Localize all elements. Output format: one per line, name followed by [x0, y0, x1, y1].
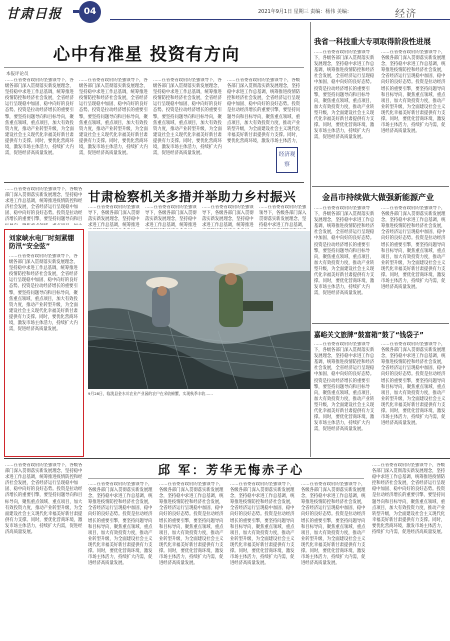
right-article-2-col-2: ……在省委省政府的坚强领导下，各级各部门深入贯彻落实新发展理念，坚持稳中求进工作总基调，统筹推进疫情防控和经济社会发展，全省经济运行呈现稳中加固、稳中向好的良好态势。投资是拉动经济增长的重要引擎，要坚持问题导向和目标导向，聚焦重点领域、重点项目，加大有效投资力度，推动产业转型升级，为全面建设社会主义现代化幸福美好新甘肃提供有力支撑。同时，要优化营商环境，激发市场主体活力，持续扩大内需，促进经济高质量发展。 — [381, 206, 446, 291]
right-headline-3: 嘉峪关文旅牌“鼓富箱”鼓了“钱袋子” — [314, 331, 424, 339]
boxed-article-body: ……在省委省政府的坚强领导下，各级各部门深入贯彻落实新发展理念，坚持稳中求进工作总基调，统筹推进疫情防控和经济社会发展，全省经济运行呈现稳中加固、稳中向好的良好态势。投资是拉动经济增长的重要引擎，要坚持问题导向和目标导向，聚焦重点领域、重点项目，加大有效投资力度，推动产业转型升级，为全面建设社会主义现代化幸福美好新甘肃提供有力支撑。同时，要优化营商环境，激发市场主体活力，持续扩大内需，促进经济高质量发展。 — [9, 254, 78, 333]
right-article-1-col-1: ……在省委省政府的坚强领导下，各级各部门深入贯彻落实新发展理念，坚持稳中求进工作总基调，统筹推进疫情防控和经济社会发展，全省经济运行呈现稳中加固、稳中向好的良好态势。投资是拉动经济增长的重要引擎，要坚持问题导向和目标导向，聚焦重点领域、重点项目，加大有效投资力度，推动产业转型升级，为全面建设社会主义现代化幸福美好新甘肃提供有力支撑。同时，要优化营商环境，激发市场主体活力，持续扩大内需，促进经济高质量发展。 — [314, 50, 375, 141]
main-article-col-3: ……在省委省政府的坚强领导下，各级各部门深入贯彻落实新发展理念，坚持稳中求进工作总基调，统筹推进疫情防控和经济社会发展，全省经济运行呈现稳中加固、稳中向好的良好态势。投资是拉动经济增长的重要引擎，要坚持问题导向和目标导向，聚焦重点领域、重点项目，加大有效投资力度，推动产业转型升级，为全面建设社会主义现代化幸福美好新甘肃提供有力支撑。同时，要优化营商环境，激发市场主体活力，持续扩大内需，促进经济高质量发展。 — [153, 78, 222, 157]
section-label: 经济 — [395, 9, 417, 20]
commentary-badge: 经济观察 — [276, 147, 298, 173]
bottom-article-col-3: ……在省委省政府的坚强领导下，各级各部门深入贯彻落实新发展理念，坚持稳中求进工作总基调，统筹推进疫情防控和经济社会发展，全省经济运行呈现稳中加固、稳中向好的良好态势。投资是拉动经济增长的重要引擎，要坚持问题导向和目标导向，聚焦重点领域、重点项目，加大有效投资力度，推动产业转型升级，为全面建设社会主义现代化幸福美好新甘肃提供有力支撑。同时，要优化营商环境，激发市场主体活力，持续扩大内需，促进经济高质量发展。 — [159, 482, 224, 567]
bottom-article-col-1: ……在省委省政府的坚强领导下，各级各部门深入贯彻落实新发展理念，坚持稳中求进工作总基调，统筹推进疫情防控和经济社会发展，全省经济运行呈现稳中加固、稳中向好的良好态势。投资是拉动经济增长的重要引擎，要坚持问题导向和目标导向，聚焦重点领域、重点项目，加大有效投资力度，推动产业转型升级，为全面建设社会主义现代化幸福美好新甘肃提供有力支撑。同时，要优化营商环境，激发市场主体活力，持续扩大内需，促进经济高质量发展。 — [5, 463, 83, 536]
column-divider — [310, 22, 311, 457]
bottom-article-col-2: ……在省委省政府的坚强领导下，各级各部门深入贯彻落实新发展理念，坚持稳中求进工作总基调，统筹推进疫情防控和经济社会发展，全省经济运行呈现稳中加固、稳中向好的良好态势。投资是拉动经济增长的重要引擎，要坚持问题导向和目标导向，聚焦重点领域、重点项目，加大有效投资力度，推动产业转型升级，为全面建设社会主义现代化幸福美好新甘肃提供有力支撑。同时，要优化营商环境，激发市场主体活力，持续扩大内需，促进经济高质量发展。 — [88, 482, 153, 567]
divider — [4, 182, 304, 183]
right-article-1-col-2: ……在省委省政府的坚强领导下，各级各部门深入贯彻落实新发展理念，坚持稳中求进工作总基调，统筹推进疫情防控和经济社会发展，全省经济运行呈现稳中加固、稳中向好的良好态势。投资是拉动经济增长的重要引擎，要坚持问题导向和目标导向，聚焦重点领域、重点项目，加大有效投资力度，推动产业转型升级，为全面建设社会主义现代化幸福美好新甘肃提供有力支撑。同时，要优化营商环境，激发市场主体活力，持续扩大内需，促进经济高质量发展。 — [381, 50, 446, 135]
issue-info: 2021年9月1日 星期三 责编：杨伟 美编： — [258, 9, 352, 15]
main-headline: 心中有准星 投资有方向 — [53, 45, 240, 65]
right-article-3-col-1: ……在省委省政府的坚强领导下，各级各部门深入贯彻落实新发展理念，坚持稳中求进工作总基调，统筹推进疫情防控和经济社会发展，全省经济运行呈现稳中加固、稳中向好的良好态势。投资是拉动经济增长的重要引擎，要坚持问题导向和目标导向，聚焦重点领域、重点项目，加大有效投资力度，推动产业转型升级，为全面建设社会主义现代化幸福美好新甘肃提供有力支撑。同时，要优化营商环境，激发市场主体活力，持续扩大内需，促进经济高质量发展。 — [314, 342, 375, 433]
middle-article-col-4: ……在省委省政府的坚强领导下，各级各部门深入贯彻落实新发展理念，坚持稳中求进工作总基调， — [259, 205, 307, 229]
crab-harvest-photo — [88, 231, 310, 389]
divider — [312, 323, 449, 324]
middle-article-col-1: ……在省委省政府的坚强领导下，各级各部门深入贯彻落实新发展理念，坚持稳中求进工作总基调，统筹推进 — [88, 205, 140, 229]
bottom-article-col-6: ……在省委省政府的坚强领导下，各级各部门深入贯彻落实新发展理念，坚持稳中求进工作总基调，统筹推进疫情防控和经济社会发展，全省经济运行呈现稳中加固、稳中向好的良好态势。投资是拉动经济增长的重要引擎，要坚持问题导向和目标导向，聚焦重点领域、重点项目，加大有效投资力度，推动产业转型升级，为全面建设社会主义现代化幸福美好新甘肃提供有力支撑。同时，要优化营商环境，激发市场主体活力，持续扩大内需，促进经济高质量发展。 — [372, 463, 446, 536]
divider — [312, 186, 449, 187]
left-text-top: ……在省委省政府的坚强领导下，各级各部门深入贯彻落实新发展理念，坚持稳中求进工作总基调，统筹推进疫情防控和经济社会发展，全省经济运行呈现稳中加固、稳中向好的良好态势。投资是拉动经济增长的重要引擎，要坚持问题导向和目 — [5, 187, 83, 223]
bottom-article-col-5: ……在省委省政府的坚强领导下，各级各部门深入贯彻落实新发展理念，坚持稳中求进工作总基调，统筹推进疫情防控和经济社会发展，全省经济运行呈现稳中加固、稳中向好的良好态势。投资是拉动经济增长的重要引擎，要坚持问题导向和目标导向，聚焦重点领域、重点项目，加大有效投资力度，推动产业转型升级，为全面建设社会主义现代化幸福美好新甘肃提供有力支撑。同时，要优化营商环境，激发市场主体活力，持续扩大内需，促进经济高质量发展。 — [301, 482, 366, 567]
right-headline-2: 金昌市持续做大做强新能源产业 — [322, 193, 434, 202]
middle-article-col-2: ……在省委省政府的坚强领导下，各级各部门深入贯彻落实新发展理念，坚持稳中求进工作总基调，统筹推进 — [145, 205, 197, 229]
newspaper-logo: 甘肃日报 — [6, 7, 63, 22]
main-byline: 本报评论员 — [6, 72, 29, 77]
main-article-col-1: ……在省委省政府的坚强领导下，各级各部门深入贯彻落实新发展理念，坚持稳中求进工作总基调，统筹推进疫情防控和经济社会发展，全省经济运行呈现稳中加固、稳中向好的良好态势。投资是拉动经济增长的重要引擎，要坚持问题导向和目标导向，聚焦重点领域、重点项目，加大有效投资力度，推动产业转型升级，为全面建设社会主义现代化幸福美好新甘肃提供有力支撑。同时，要优化营商环境，激发市场主体活力，持续扩大内需，促进经济高质量发展。 — [5, 78, 74, 157]
main-article-col-4: ……在省委省政府的坚强领导下，各级各部门深入贯彻落实新发展理念，坚持稳中求进工作总基调，统筹推进疫情防控和经济社会发展，全省经济运行呈现稳中加固、稳中向好的良好态势。投资是拉动经济增长的重要引擎，要坚持问题导向和目标导向，聚焦重点领域、重点项目，加大有效投资力度，推动产业转型升级，为全面建设社会主义现代化幸福美好新甘肃提供有力支撑。同时，要优化营商环境，激发市场主体活力， — [227, 78, 301, 144]
divider — [4, 458, 450, 459]
right-article-3-col-2: ……在省委省政府的坚强领导下，各级各部门深入贯彻落实新发展理念，坚持稳中求进工作总基调，统筹推进疫情防控和经济社会发展，全省经济运行呈现稳中加固、稳中向好的良好态势。投资是拉动经济增长的重要引擎，要坚持问题导向和目标导向，聚焦重点领域、重点项目，加大有效投资力度，推动产业转型升级，为全面建设社会主义现代化幸福美好新甘肃提供有力支撑。同时，要优化营商环境，激发市场主体活力，持续扩大内需，促进经济高质量发展。 — [381, 342, 446, 427]
boxed-article-title: 刘家峡水电厂时刻紧绷防汛“安全弦” — [9, 234, 74, 250]
right-article-2-col-1: ……在省委省政府的坚强领导下，各级各部门深入贯彻落实新发展理念，坚持稳中求进工作总基调，统筹推进疫情防控和经济社会发展，全省经济运行呈现稳中加固、稳中向好的良好态势。投资是拉动经济增长的重要引擎，要坚持问题导向和目标导向，聚焦重点领域、重点项目，加大有效投资力度，推动产业转型升级，为全面建设社会主义现代化幸福美好新甘肃提供有力支撑。同时，要优化营商环境，激发市场主体活力，持续扩大内需，促进经济高质量发展。 — [314, 206, 375, 297]
middle-article-col-3: ……在省委省政府的坚强领导下，各级各部门深入贯彻落实新发展理念，坚持稳中求进工作总基调，统筹推进 — [202, 205, 254, 229]
photo-caption: 9月28日，临洮县金水川农业产业园的农户在采收螃蟹，实现秋季丰收…… — [88, 391, 213, 396]
divider — [4, 67, 304, 68]
middle-headline: 甘肃检察机关多措并举助力乡村振兴 — [88, 189, 297, 204]
bottom-headline: 邱 军：芳华无悔赤子心 — [158, 463, 305, 477]
main-article-col-2: ……在省委省政府的坚强领导下，各级各部门深入贯彻落实新发展理念，坚持稳中求进工作总基调，统筹推进疫情防控和经济社会发展，全省经济运行呈现稳中加固、稳中向好的良好态势。投资是拉动经济增长的重要引擎，要坚持问题导向和目标导向，聚焦重点领域、重点项目，加大有效投资力度，推动产业转型升级，为全面建设社会主义现代化幸福美好新甘肃提供有力支撑。同时，要优化营商环境，激发市场主体活力，持续扩大内需，促进经济高质量发展。 — [79, 78, 148, 157]
featured-boxed-article — [4, 229, 84, 457]
bottom-article-col-4: ……在省委省政府的坚强领导下，各级各部门深入贯彻落实新发展理念，坚持稳中求进工作总基调，统筹推进疫情防控和经济社会发展，全省经济运行呈现稳中加固、稳中向好的良好态势。投资是拉动经济增长的重要引擎，要坚持问题导向和目标导向，聚焦重点领域、重点项目，加大有效投资力度，推动产业转型升级，为全面建设社会主义现代化幸福美好新甘肃提供有力支撑。同时，要优化营商环境，激发市场主体活力，持续扩大内需，促进经济高质量发展。 — [230, 482, 295, 567]
divider — [88, 478, 364, 479]
page-number-badge: 04 — [79, 1, 101, 23]
right-headline-1: 我省一科技重大专项取得阶段性进展 — [314, 37, 431, 46]
